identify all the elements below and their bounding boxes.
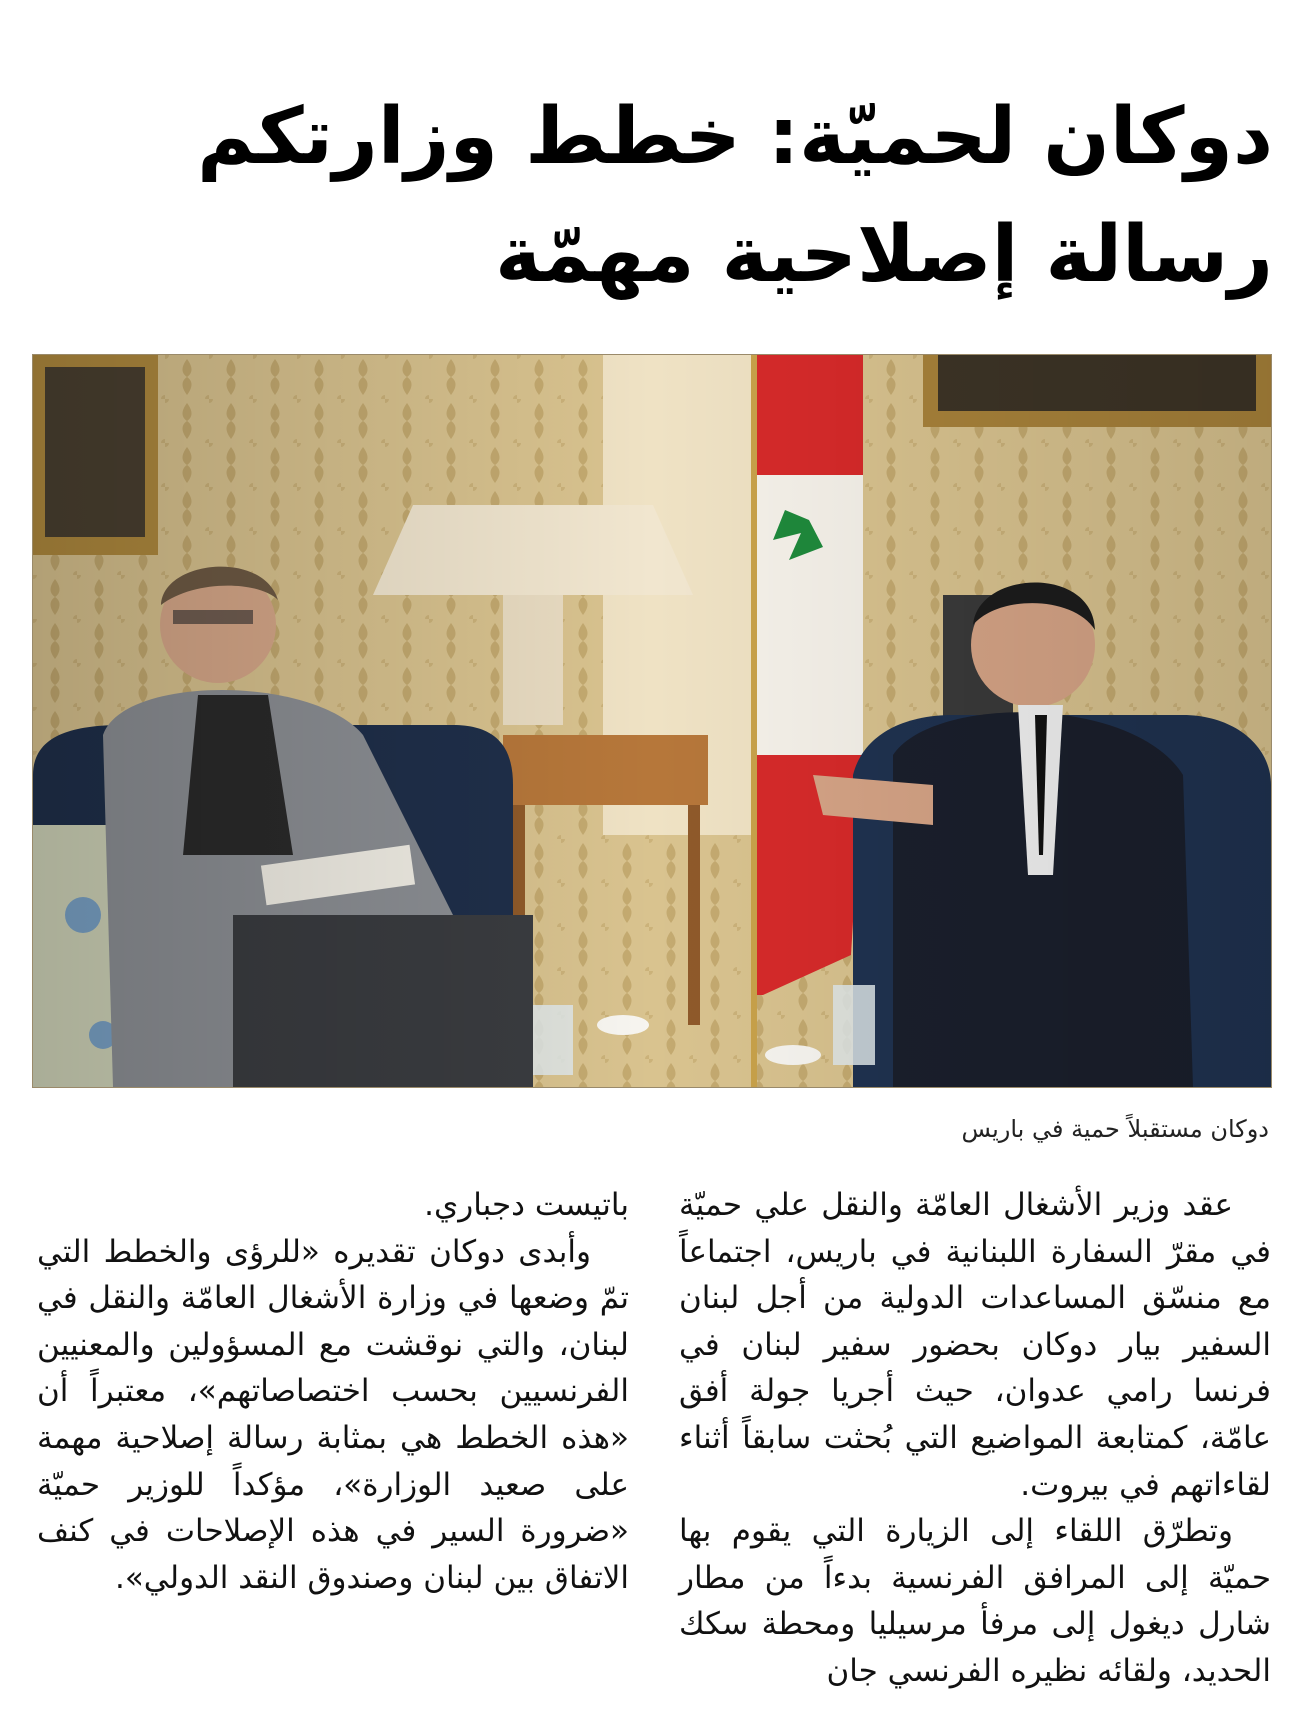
paragraph: عقد وزير الأشغال العامّة والنقل علي حميّة في مقرّ السفارة اللبنانية في باريس، اجتماعاً مع منسّق المساعدات الدولية من أجل لبنان السفير بيار دوكان بحضور سفير لبنان في فرنسا رامي عدوان، حيث أجريا جولة أفق عامّة، كمتابعة المواضيع التي بُحثت سابقاً أثناء لقاءاتهم في بيروت. xyxy=(679,1187,1271,1503)
photo-caption: دوكان مستقبلاً حمية في باريس xyxy=(961,1115,1269,1143)
paragraph: باتيست دجباري. xyxy=(424,1187,629,1223)
article-photo xyxy=(32,354,1272,1088)
paragraph: وأبدى دوكان تقديره «للرؤى والخطط التي تمّ وضعها في وزارة الأشغال العامّة والنقل في لبنان، والتي نوقشت مع المسؤولين والمعنيين الفرنسيين بحسب اختصاصاتهم»، معتبراً أن «هذه الخطط هي بمثابة رسالة إصلاحية مهمة على صعيد الوزارة»، مؤكداً للوزير حميّة «ضرورة السير في هذه الإصلاحات في كنف الاتفاق بين لبنان وصندوق النقد الدولي». xyxy=(37,1233,629,1596)
paragraph: وتطرّق اللقاء إلى الزيارة التي يقوم بها حميّة إلى المرافق الفرنسية بدءاً من مطار شارل ديغول إلى مرفأ مرسيليا ومحطة سكك الحديد، ولقائه نظيره الفرنسي جان xyxy=(679,1513,1271,1689)
article-headline xyxy=(153,78,1273,314)
article-column-left xyxy=(37,1182,629,1601)
headline-line-1: دوكان لحميّة: خطط وزارتكم xyxy=(197,92,1273,182)
headline-line-2: رسالة إصلاحية مهمّة xyxy=(495,210,1273,300)
article-column-right xyxy=(679,1182,1271,1695)
meeting-photo-illustration xyxy=(33,355,1271,1087)
